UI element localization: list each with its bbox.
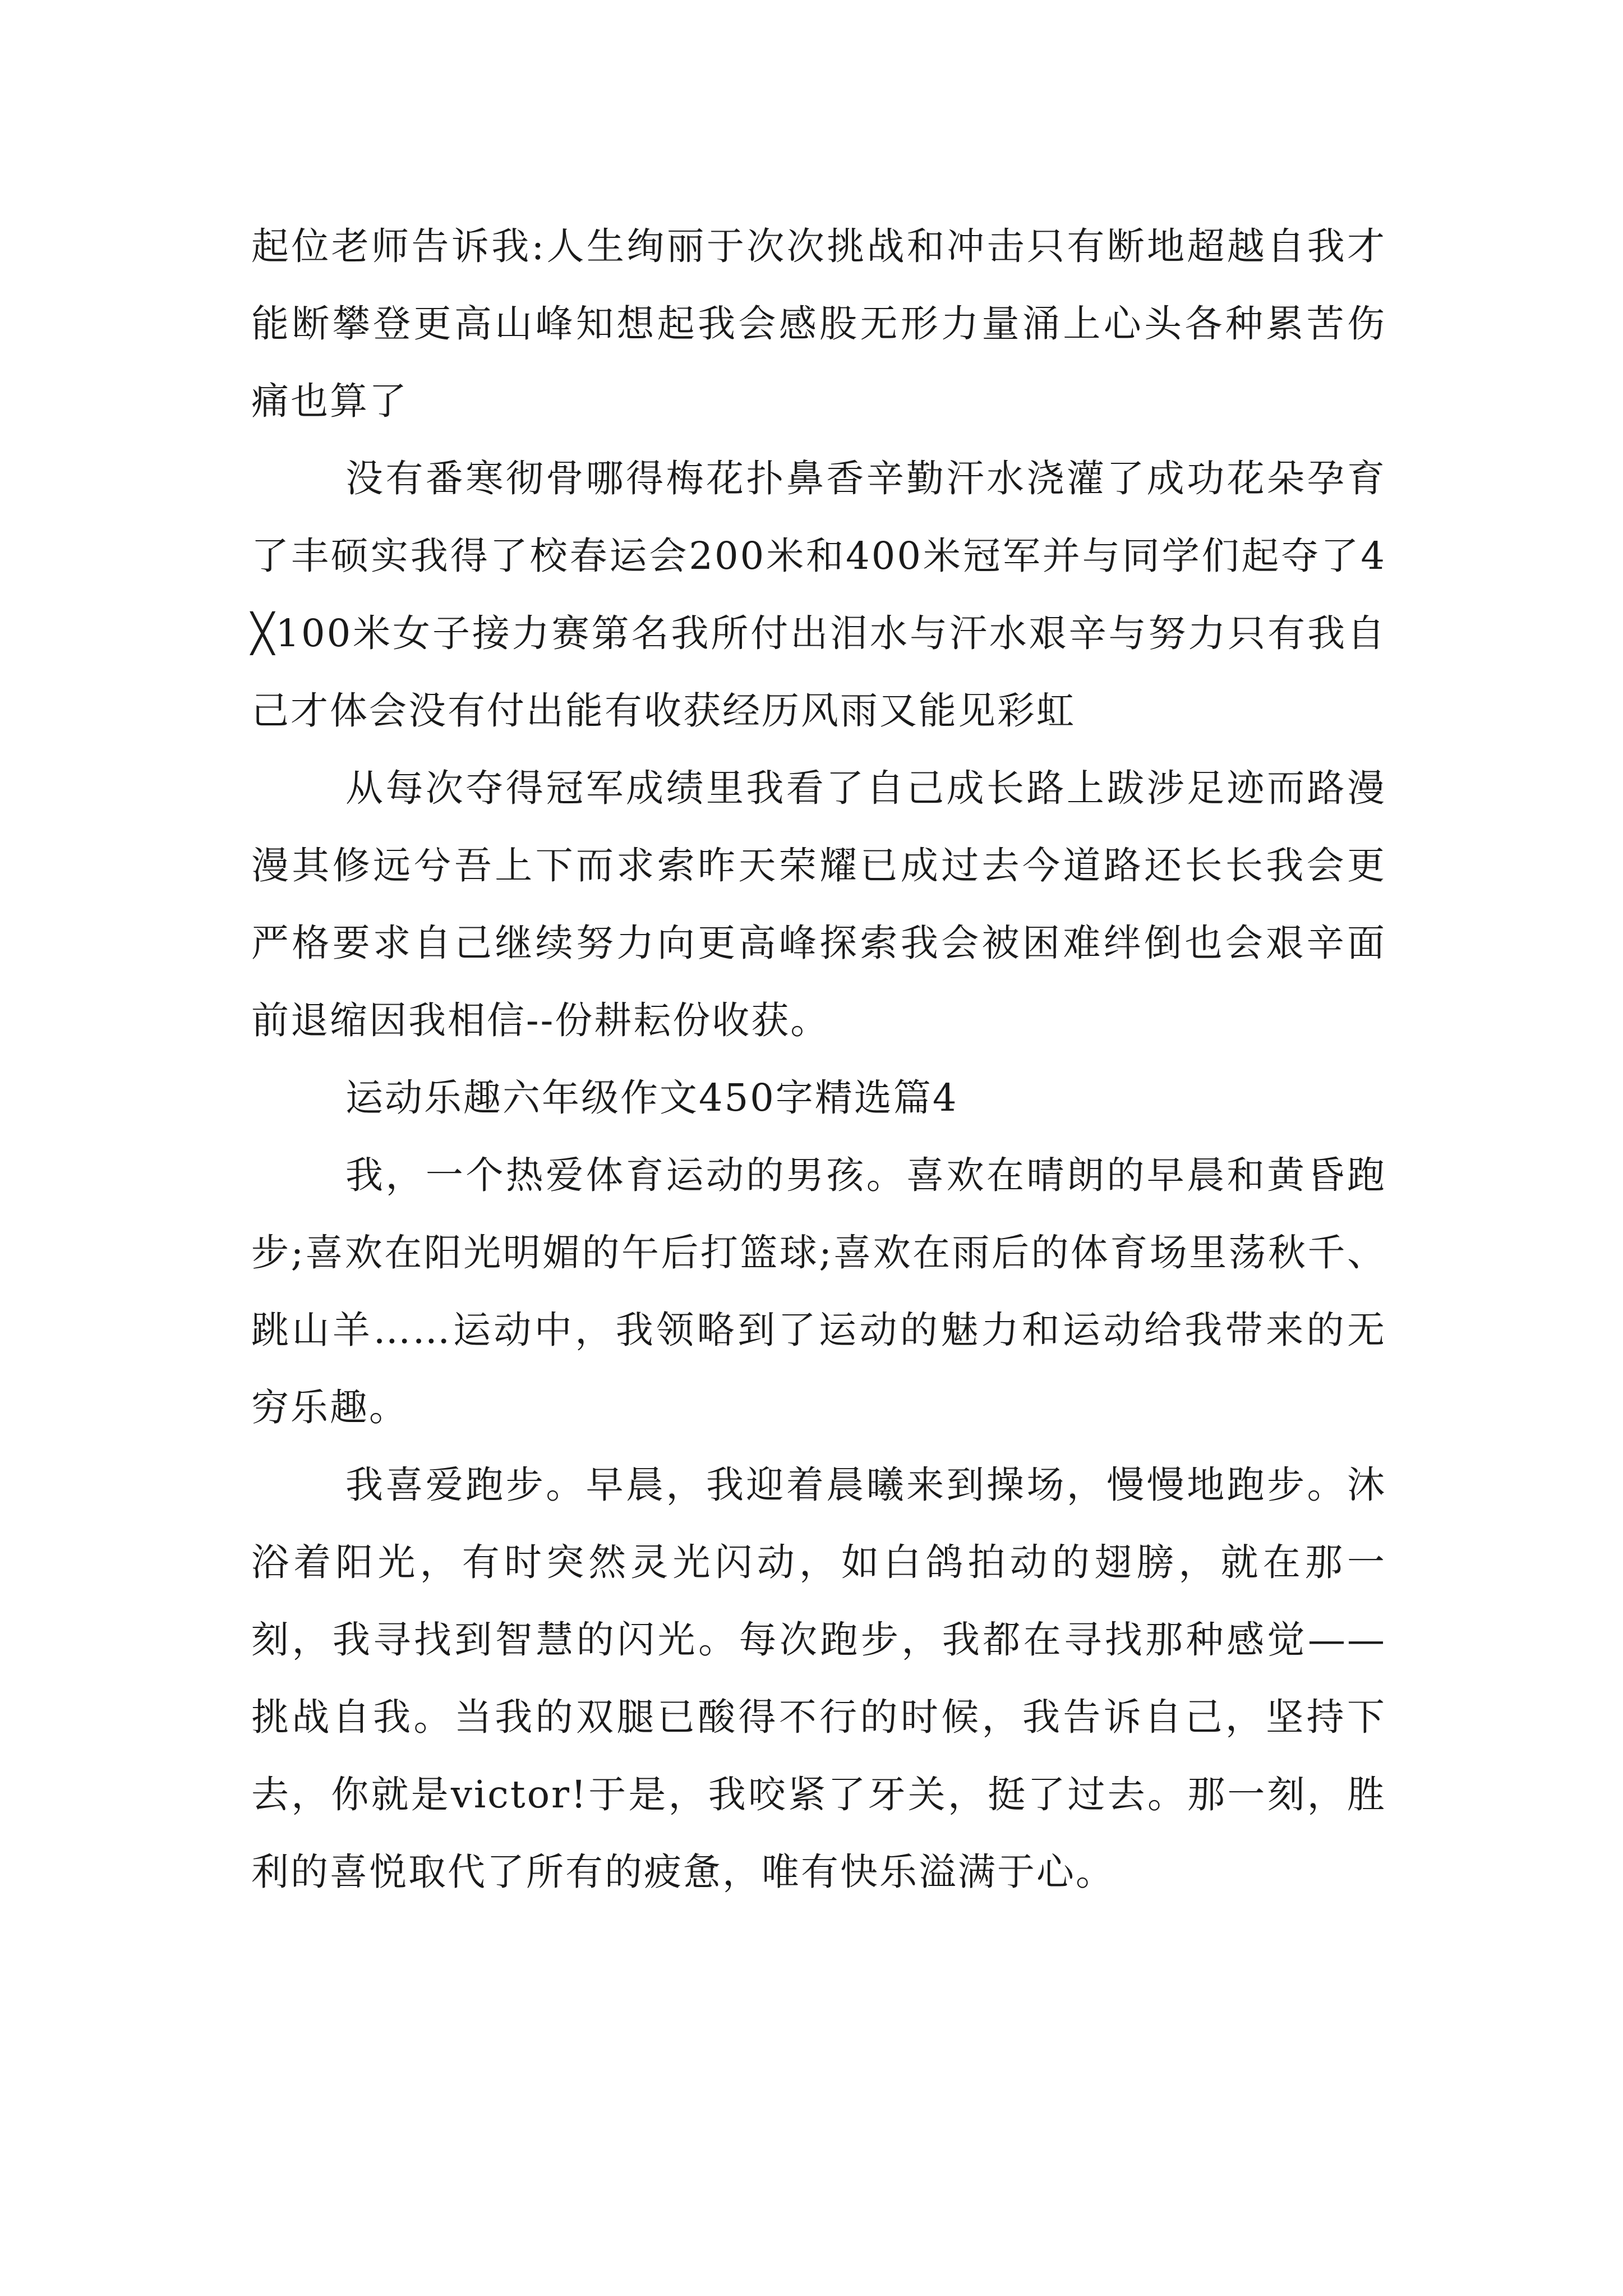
paragraph-4: 我，一个热爱体育运动的男孩。喜欢在晴朗的早晨和黄昏跑步;喜欢在阳光明媚的午后打篮球;喜欢在雨后的体育场里荡秋千、跳山羊……运动中，我领略到了运动的魅力和运动给我带来的无穷乐趣。	[251, 1153, 1386, 1429]
paragraph-5: 我喜爱跑步。早晨，我迎着晨曦来到操场，慢慢地跑步。沐浴着阳光，有时突然灵光闪动，如白鸽拍动的翅膀，就在那一刻，我寻找到智慧的闪光。每次跑步，我都在寻找那种感觉——挑战自我。当我的双腿已酸得不行的时候，我告诉自己，坚持下去，你就是victor!于是，我咬紧了牙关，挺了过去。那一刻，胜利的喜悦取代了所有的疲惫，唯有快乐溢满于心。	[251, 1463, 1386, 1894]
paragraph-1: 起位老师告诉我:人生绚丽于次次挑战和冲击只有断地超越自我才能断攀登更高山峰知想起我会感股无形力量涌上心头各种累苦伤痛也算了	[251, 224, 1386, 423]
paragraph-2: 没有番寒彻骨哪得梅花扑鼻香辛勤汗水浇灌了成功花朵孕育了丰硕实我得了校春运会200米和400米冠军并与同学们起夺了4╳100米女子接力赛第名我所付出泪水与汗水艰辛与努力只有我自己才体会没有付出能有收获经历风雨又能见彩虹	[251, 457, 1386, 733]
document-page	[251, 208, 1386, 1911]
section-title: 运动乐趣六年级作文450字精选篇4	[345, 1076, 958, 1120]
paragraph-3: 从每次夺得冠军成绩里我看了自己成长路上跋涉足迹而路漫漫其修远兮吾上下而求索昨天荣耀已成过去今道路还长长我会更严格要求自己继续努力向更高峰探索我会被困难绊倒也会艰辛面前退缩因我相信--份耕耘份收获。	[251, 766, 1386, 1042]
